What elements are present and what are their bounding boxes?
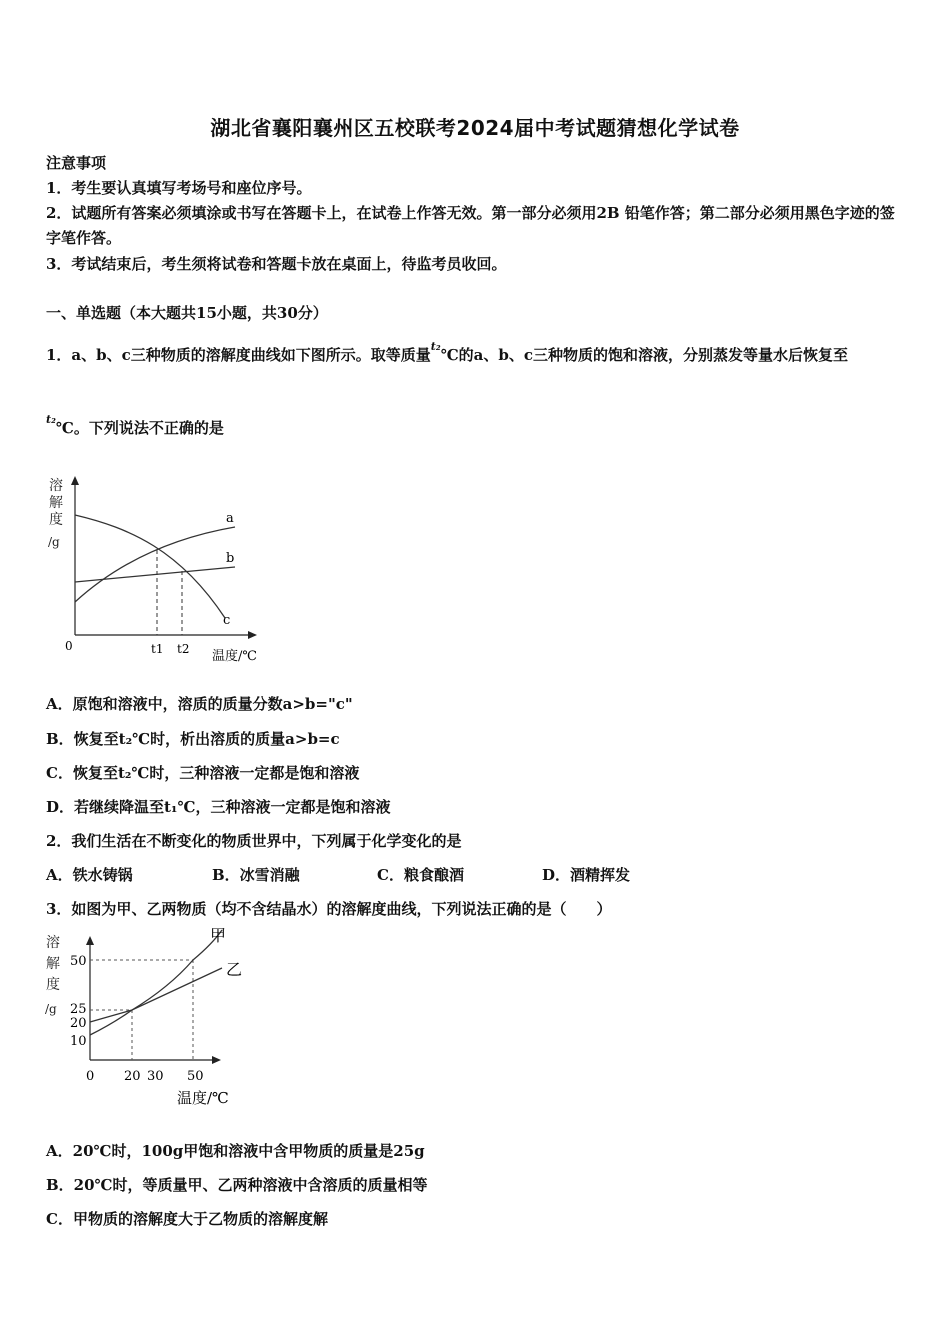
- q3-option-a: A．20℃时，100g甲饱和溶液中含甲物质的质量是25g: [46, 1142, 425, 1160]
- q1-y-label-1: 溶: [49, 478, 63, 494]
- q1-origin: 0: [65, 639, 73, 653]
- q3-xtick-0: 0: [86, 1069, 95, 1084]
- q1-y-label-2: 解: [49, 495, 63, 511]
- q2-option-d: D．酒精挥发: [542, 866, 631, 884]
- q3-y-label-3: 度: [46, 977, 60, 993]
- q3-curve-yi: [90, 968, 222, 1022]
- q3-option-c: C．甲物质的溶解度大于乙物质的溶解度解: [46, 1210, 328, 1228]
- q3-x-arrow: [212, 1056, 221, 1064]
- notice-heading: 注意事项: [46, 154, 107, 172]
- q2-option-b: B．冰雪消融: [212, 866, 300, 884]
- q1-stem-b: ℃的a、b、c三种物质的饱和溶液，分别蒸发等量水后恢复至: [440, 346, 849, 364]
- notice-item-3: 3．考试结束后，考生须将试卷和答题卡放在桌面上，待监考员收回。: [46, 255, 507, 273]
- q1-tick-t1: t1: [151, 642, 164, 656]
- q1-stem-c: ℃。下列说法不正确的是: [55, 419, 224, 437]
- q3-xtick-30: 30: [147, 1069, 164, 1084]
- q3-xtick-20: 20: [124, 1069, 141, 1084]
- q1-x-label: 温度/℃: [212, 649, 257, 664]
- q1-t2-b: t₂: [46, 413, 56, 426]
- q2-option-a: A．铁水铸锅: [46, 866, 133, 884]
- q3-y-label-4: /g: [45, 1002, 57, 1016]
- q1-label-b: b: [226, 551, 235, 566]
- section-heading: 一、单选题（本大题共15小题，共30分）: [46, 304, 328, 322]
- q1-tick-t2: t2: [177, 642, 190, 656]
- q1-curve-b: [75, 567, 235, 582]
- q3-y-arrow: [86, 936, 94, 945]
- q3-ytick-25: 25: [70, 1002, 87, 1017]
- notice-item-2: 2．试题所有答案必须填涂或书写在答题卡上，在试卷上作答无效。第一部分必须用2B 铅笔作答；第二部分必须用黑色字迹的签字笔作答。: [46, 204, 895, 247]
- q1-label-a: a: [226, 511, 234, 526]
- q1-option-a: A．原饱和溶液中，溶质的质量分数a>b="c": [46, 695, 353, 713]
- q1-stem-a: 1．a、b、c三种物质的溶解度曲线如下图所示。取等质量: [46, 346, 431, 364]
- q3-x-label: 温度/℃: [177, 1089, 229, 1107]
- q3-ytick-20: 20: [70, 1016, 87, 1031]
- q3-label-jia: 甲: [210, 926, 227, 945]
- q1-stem: [46, 340, 848, 365]
- q1-option-d: D．若继续降温至t₁℃，三种溶液一定都是饱和溶液: [46, 798, 391, 816]
- q1-option-c: C．恢复至t₂℃时，三种溶液一定都是饱和溶液: [46, 764, 360, 782]
- q3-ytick-50: 50: [70, 954, 87, 969]
- q3-option-b: B．20℃时，等质量甲、乙两种溶液中含溶质的质量相等: [46, 1176, 428, 1194]
- page-title: 湖北省襄阳襄州区五校联考2024届中考试题猜想化学试卷: [210, 116, 740, 140]
- q1-y-arrow: [71, 476, 79, 485]
- q3-label-yi: 乙: [226, 960, 243, 979]
- q1-t2: t₂: [430, 340, 441, 353]
- q1-y-label-3: 度: [49, 512, 63, 528]
- q1-y-label-4: /g: [48, 535, 60, 549]
- q2-stem: 2．我们生活在不断变化的物质世界中，下列属于化学变化的是: [46, 832, 462, 850]
- q1-chart: [40, 470, 280, 670]
- q1-curve-c: [75, 515, 225, 618]
- q3-xtick-50: 50: [187, 1069, 204, 1084]
- q3-stem: 3．如图为甲、乙两物质（均不含结晶水）的溶解度曲线，下列说法正确的是（ ）: [46, 900, 612, 918]
- q3-y-label-1: 溶: [46, 935, 60, 951]
- q3-y-label-2: 解: [46, 956, 60, 972]
- q1-option-b: B．恢复至t₂℃时，析出溶质的质量a>b=c: [46, 730, 340, 748]
- q2-option-c: C．粮食酿酒: [377, 866, 464, 884]
- q1-x-arrow: [248, 631, 257, 639]
- q3-chart: [40, 925, 270, 1115]
- q3-curve-jia: [90, 930, 222, 1035]
- q3-ytick-10: 10: [70, 1034, 87, 1049]
- q1-stem-line2: [46, 413, 224, 438]
- notice-item-1: 1．考生要认真填写考场号和座位序号。: [46, 179, 312, 197]
- q1-label-c: c: [223, 613, 231, 628]
- q1-curve-a: [75, 527, 235, 602]
